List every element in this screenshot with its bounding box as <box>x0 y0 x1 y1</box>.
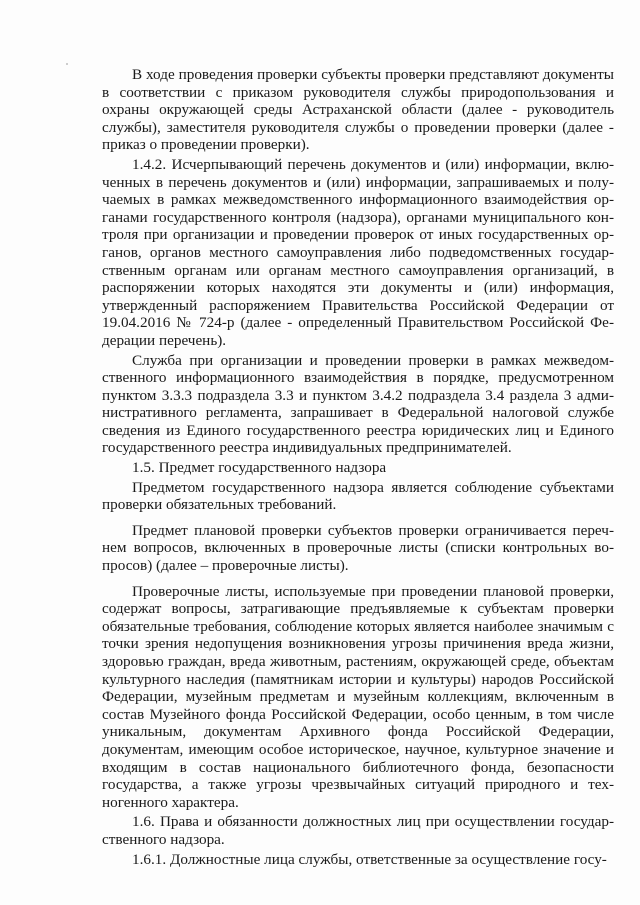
paragraph-subject-of-supervision: Предметом государственного надзора является соблюдение субъектами проверки обязательных требований. <box>102 478 614 514</box>
paragraph-submission-of-documents: В ходе проведения проверки субъекты проверки представляют документы в соответствии с приказом руководителя службы природопользования и охраны окружающей среды Астраханской области (далее - руководитель службы), заместителя руководителя службы о проведении проверки (далее - приказ о проведении проверки). <box>102 66 614 154</box>
scan-dot <box>66 63 68 65</box>
paragraph-planned-inspection-subject: Предмет плановой проверки субъектов проверки ограничивается перечнем вопросов, включенных в проверочные листы (списки контрольных вопросов) (далее – проверочные листы). <box>102 521 614 575</box>
paragraph-1-4-2: 1.4.2. Исчерпывающий перечень документов и (или) информации, включенных в перечень документов и (или) информации, запрашиваемых и получаемых в рамках межведомственного информационного взаимодействия органами государственного контроля (надзора), органами муниципального контроля при организации и проведении проверок от иных государственных органов, органов местного самоуправления либо подведомственных государственным органам или органам местного самоуправления организаций, в распоряжении которых находятся эти документы и (или) информация, утвержденный распоряжением Правительства Российской Федерации от 19.04.2016 № 724-р (далее - определенный Правительством Российской Федерации перечень). <box>102 155 614 349</box>
document-body <box>102 66 614 868</box>
paragraph-interagency-request: Служба при организации и проведении проверки в рамках межведомственного информационного взаимодействия в порядке, предусмотренном пунктом 3.3.3 подраздела 3.3 и пунктом 3.4.2 подраздела 3.4 раздела 3 административного регламента, запрашивает в Федеральной налоговой службе сведения из Единого государственного реестра юридических лиц и Единого государственного реестра индивидуальных предпринимателей. <box>102 351 614 457</box>
section-heading-1-6: 1.6. Права и обязанности должностных лиц при осуществлении государственного надзора. <box>102 813 614 848</box>
paragraph-1-6-1: 1.6.1. Должностные лица службы, ответственные за осуществление госу- <box>132 850 607 868</box>
paragraph-checklists: Проверочные листы, используемые при проведении плановой проверки, содержат вопросы, затрагивающие предъявляемые к субъектам проверки обязательные требования, соблюдение которых является наиболее значимым с точки зрения недопущения возникновения угрозы причинения вреда жизни, здоровью граждан, вреда животным, растениям, окружающей среде, объектам культурного наследия (памятникам истории и культуры) народов Российской Федерации, музейным предметам и музейным коллекциям, включенным в состав Музейного фонда Российской Федерации, особо ценным, в том числе уникальным, документам Архивного фонда Российской Федерации, документам, имеющим особое историческое, научное, культурное значение и входящим в состав национального библиотечного фонда, безопасности государства, а также угрозы чрезвычайных ситуаций природного и техногенного характера. <box>102 582 614 811</box>
section-heading-1-5: 1.5. Предмет государственного надзора <box>132 459 387 477</box>
